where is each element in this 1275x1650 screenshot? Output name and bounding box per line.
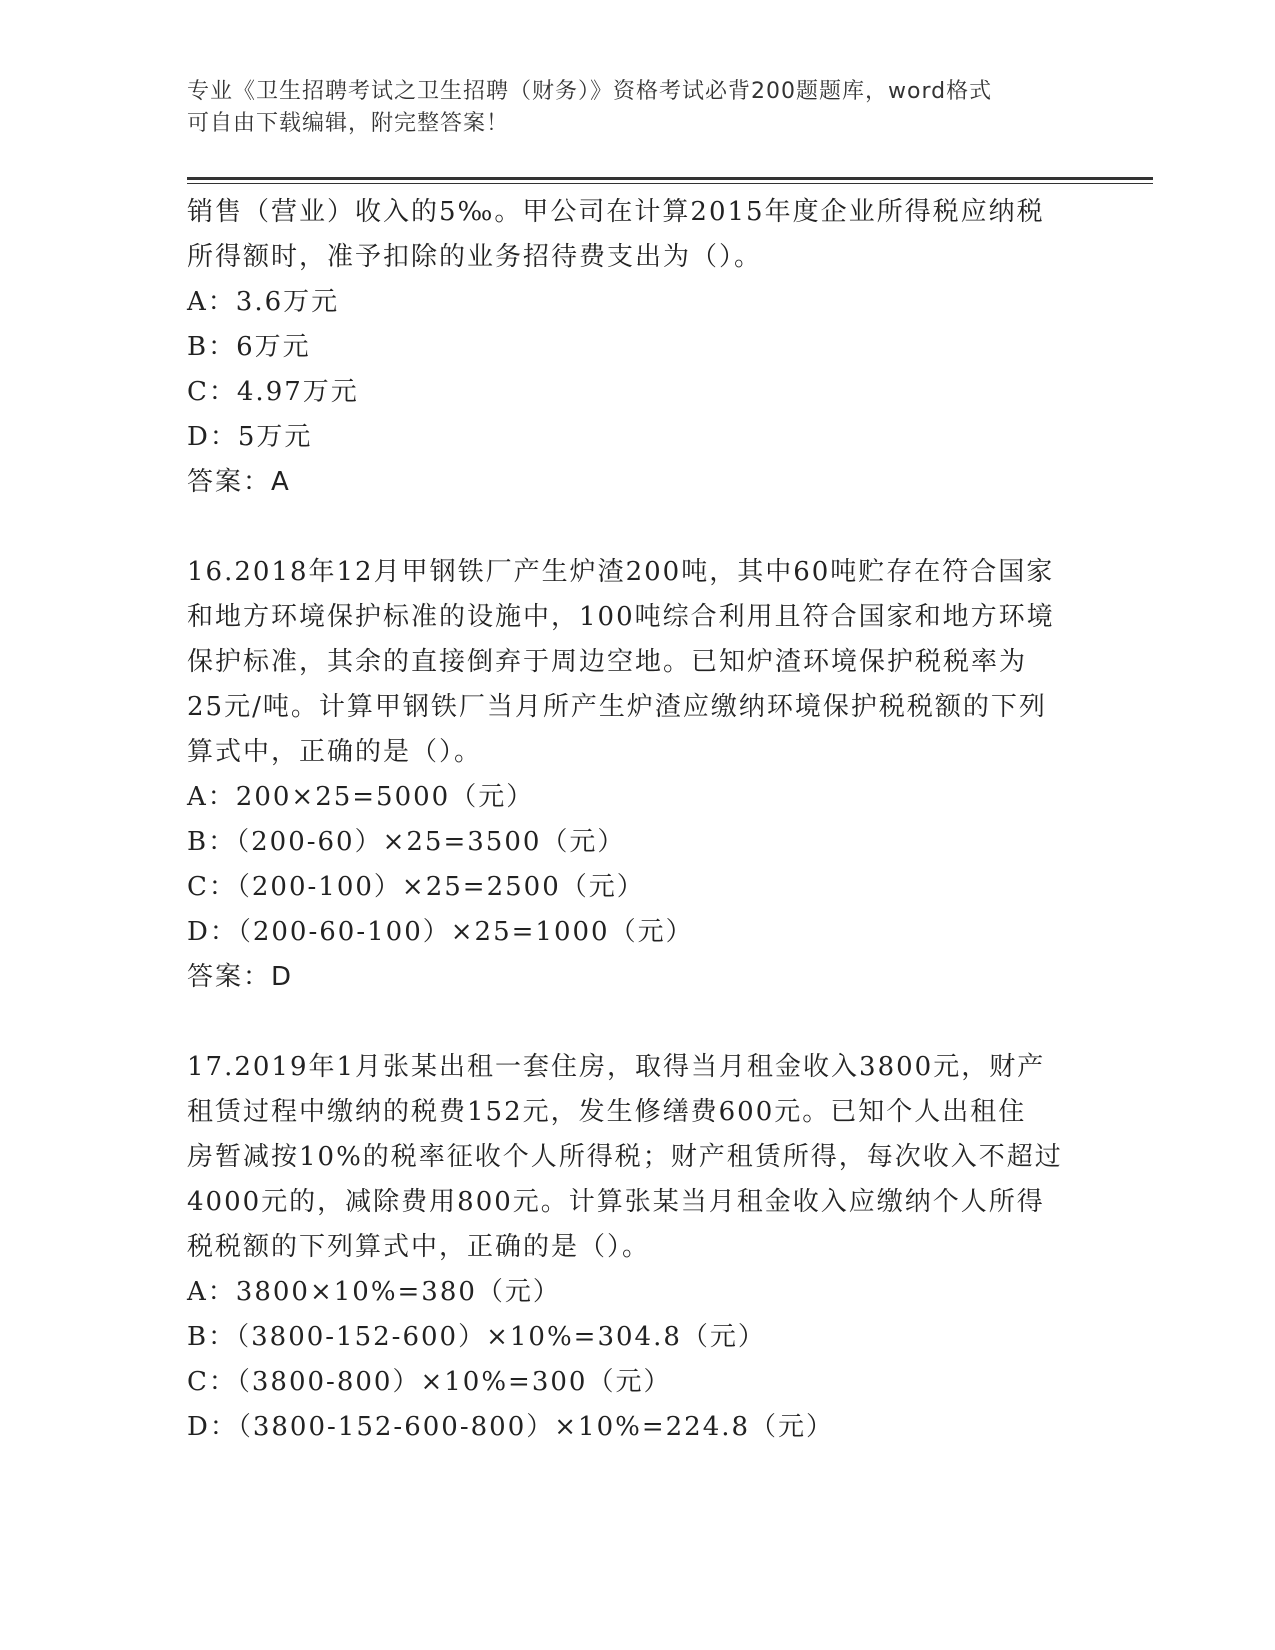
stem-line: 房暂减按10%的税率征收个人所得税；财产租赁所得，每次收入不超过 <box>187 1142 1063 1172</box>
stem-line: 25元/吨。计算甲钢铁厂当月所产生炉渣应缴纳环境保护税税额的下列 <box>187 692 1047 722</box>
question-stem <box>187 190 1087 280</box>
answer-label: 答案：D <box>187 962 294 992</box>
option-b: B：（200-60）×25=3500（元） <box>187 827 626 857</box>
header-title-line-2: 可自由下载编辑，附完整答案！ <box>187 111 510 136</box>
answer-label: 答案：A <box>187 467 291 497</box>
option-c: C：（200-100）×25=2500（元） <box>187 872 645 902</box>
question-stem <box>187 550 1087 775</box>
option-a: A：200×25=5000（元） <box>187 782 535 812</box>
option-b: B：6万元 <box>187 332 311 362</box>
header-divider-thick <box>187 177 1153 180</box>
option-d: D：5万元 <box>187 422 313 452</box>
option-c: C：4.97万元 <box>187 377 359 407</box>
option-c: C：（3800-800）×10%=300（元） <box>187 1367 672 1397</box>
option-d: D：（3800-152-600-800）×10%=224.8（元） <box>187 1412 835 1442</box>
stem-line: 17.2019年1月张某出租一套住房，取得当月租金收入3800元，财产 <box>187 1052 1046 1082</box>
stem-line: 和地方环境保护标准的设施中，100吨综合利用且符合国家和地方环境 <box>187 602 1055 632</box>
document-body <box>187 190 1087 1450</box>
question-16 <box>187 550 1087 1000</box>
question-17 <box>187 1045 1087 1450</box>
header-title-line-1: 专业《卫生招聘考试之卫生招聘（财务）》资格考试必背200题题库，word格式 <box>187 79 993 104</box>
stem-line: 算式中，正确的是（）。 <box>187 737 483 767</box>
option-a: A：3.6万元 <box>187 287 340 317</box>
header-divider-thin <box>187 183 1153 184</box>
stem-line: 销售（营业）收入的5‰。甲公司在计算2015年度企业所得税应纳税 <box>187 197 1045 227</box>
option-a: A：3800×10%=380（元） <box>187 1277 561 1307</box>
document-header <box>187 76 1067 140</box>
stem-line: 租赁过程中缴纳的税费152元，发生修缮费600元。已知个人出租住 <box>187 1097 1027 1127</box>
stem-line: 保护标准，其余的直接倒弃于周边空地。已知炉渣环境保护税税率为 <box>187 647 1028 677</box>
stem-line: 所得额时，准予扣除的业务招待费支出为（）。 <box>187 242 763 272</box>
question-stem <box>187 1045 1087 1270</box>
option-d: D：（200-60-100）×25=1000（元） <box>187 917 694 947</box>
spacer <box>187 1000 1087 1045</box>
stem-line: 税税额的下列算式中，正确的是（）。 <box>187 1232 651 1262</box>
spacer <box>187 505 1087 550</box>
stem-line: 4000元的，减除费用800元。计算张某当月租金收入应缴纳个人所得 <box>187 1187 1045 1217</box>
option-b: B：（3800-152-600）×10%=304.8（元） <box>187 1322 766 1352</box>
stem-line: 16.2018年12月甲钢铁厂产生炉渣200吨，其中60吨贮存在符合国家 <box>187 557 1055 587</box>
question-15 <box>187 190 1087 505</box>
